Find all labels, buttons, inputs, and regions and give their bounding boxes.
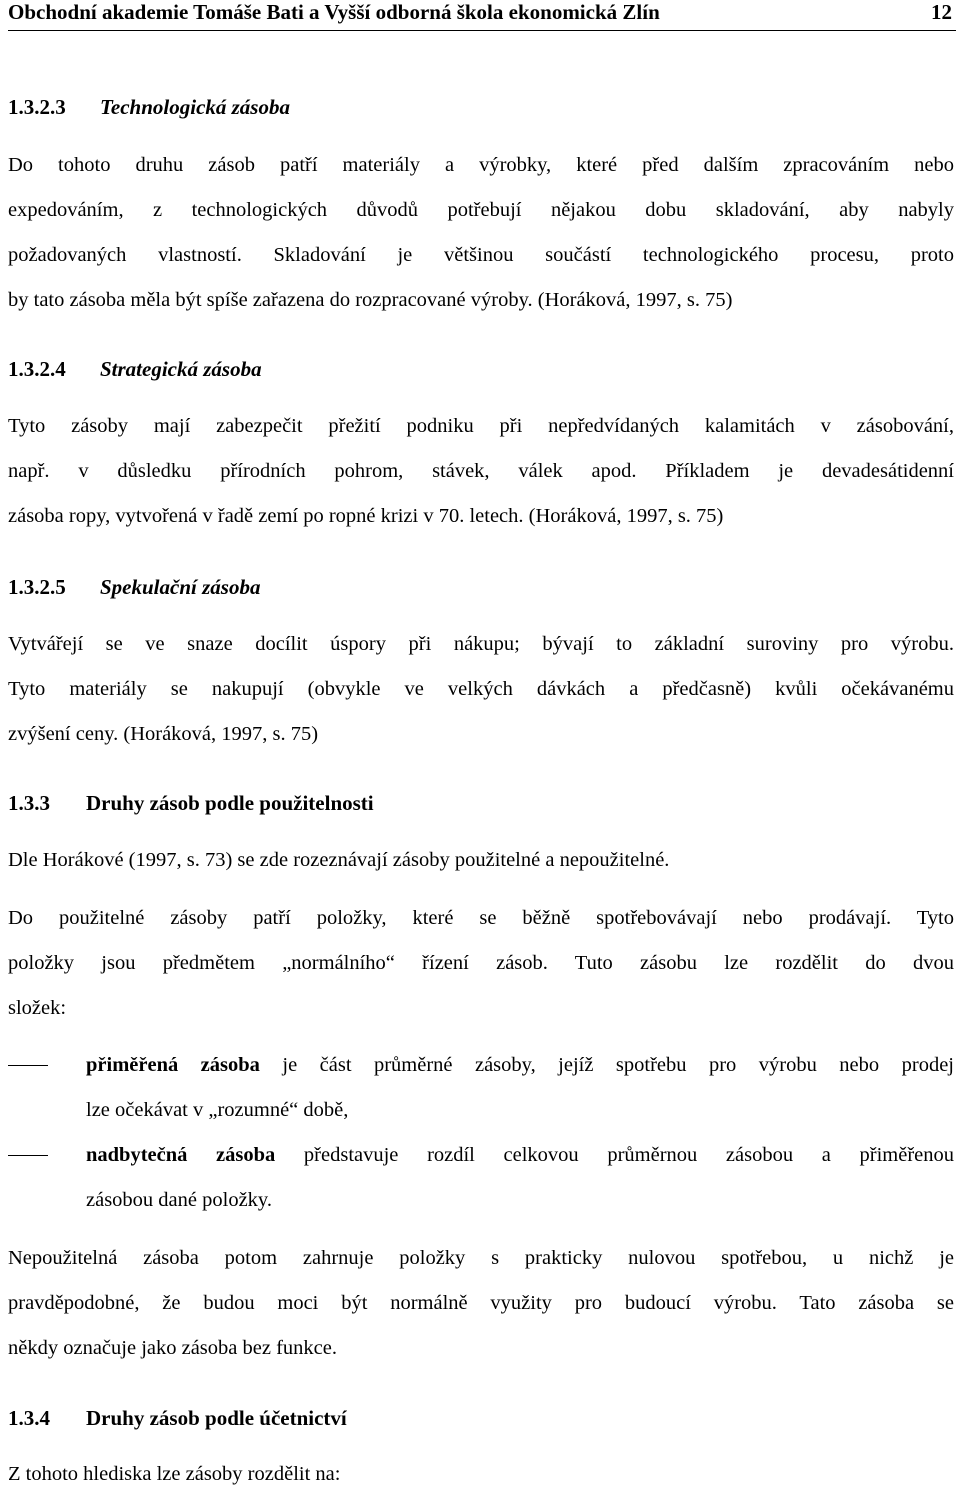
heading-number: 1.3.3	[8, 791, 50, 815]
paragraph-strategicka-zasoba	[8, 404, 954, 539]
text-line: zásobou dané položky.	[86, 1189, 272, 1211]
text-line: Dle Horákové (1997, s. 73) se zde rozeznávají zásoby použitelné a nepoužitelné.	[8, 849, 670, 871]
paragraph-z-tohoto-hlediska	[8, 1452, 954, 1497]
heading-number: 1.3.2.5	[8, 575, 66, 599]
list-term: přiměřená zásoba	[86, 1054, 260, 1076]
text-line: zvýšení ceny. (Horáková, 1997, s. 75)	[8, 723, 319, 745]
heading-title: Technologická zásoba	[100, 95, 290, 119]
text-line: položky jsou předmětem „normálního“ řízení zásob. Tuto zásobu lze rozdělit do dvou	[8, 952, 954, 974]
header-school-name: Obchodní akademie Tomáše Bati a Vyšší odborná škola ekonomická Zlín	[8, 0, 660, 24]
list-item	[8, 1043, 954, 1133]
heading-title: Druhy zásob podle použitelnosti	[86, 791, 374, 815]
paragraph-technologicka-zasoba	[8, 143, 954, 323]
paragraph-nepouzitelna-zasoba	[8, 1236, 954, 1371]
list-item	[8, 1133, 954, 1223]
text-line: Tyto zásoby mají zabezpečit přežití podniku při nepředvídaných kalamitách v zásobování,	[8, 415, 954, 437]
text-line: lze očekávat v „rozumné“ době,	[86, 1099, 349, 1121]
page-number: 12	[931, 0, 952, 24]
text-line: např. v důsledku přírodních pohrom, stávek, válek apod. Příkladem je devadesátidenní	[8, 460, 954, 482]
text-line: Do použitelné zásoby patří položky, které se běžně spotřebovávají nebo prodávají. Tyto	[8, 907, 954, 929]
text-line: Do tohoto druhu zásob patří materiály a výrobky, které před dalším zpracováním nebo	[8, 154, 954, 176]
text-line: Vytvářejí se ve snaze docílit úspory při nákupu; bývají to základní suroviny pro výrobu.	[8, 633, 954, 655]
dash-bullet	[8, 1155, 48, 1156]
heading-spekulacni-zasoba	[8, 574, 260, 600]
heading-number: 1.3.4	[8, 1406, 50, 1430]
heading-title: Strategická zásoba	[100, 357, 262, 381]
bullet-list	[8, 1043, 954, 1223]
paragraph-pouzitelne-zasoby	[8, 896, 954, 1031]
text-line: zásoba ropy, vytvořená v řadě zemí po ropné krizi v 70. letech. (Horáková, 1997, s. 75)	[8, 505, 724, 527]
heading-druhy-zasob-pouzitelnost	[8, 790, 374, 816]
text-line: Z tohoto hlediska lze zásoby rozdělit na:	[8, 1463, 341, 1485]
text-line	[86, 1133, 954, 1178]
text-line	[86, 1043, 954, 1088]
text-line: požadovaných vlastností. Skladování je většinou součástí technologického procesu, proto	[8, 244, 954, 266]
dash-bullet	[8, 1065, 48, 1066]
page-header	[8, 0, 956, 31]
text-line: expedováním, z technologických důvodů potřebují nějakou dobu skladování, aby nabyly	[8, 199, 954, 221]
heading-strategicka-zasoba	[8, 356, 262, 382]
list-term: nadbytečná zásoba	[86, 1144, 276, 1166]
heading-title: Druhy zásob podle účetnictví	[86, 1406, 347, 1430]
text-line: Tyto materiály se nakupují (obvykle ve velkých dávkách a předčasně) kvůli očekávanému	[8, 678, 954, 700]
text-line: Nepoužitelná zásoba potom zahrnuje položky s prakticky nulovou spotřebou, u nichž je	[8, 1247, 954, 1269]
heading-title: Spekulační zásoba	[100, 575, 261, 599]
text-line: někdy označuje jako zásoba bez funkce.	[8, 1337, 337, 1359]
text-line: pravděpodobné, že budou moci být normálně využity pro budoucí výrobu. Tato zásoba se	[8, 1292, 954, 1314]
heading-druhy-zasob-ucetnictvi	[8, 1405, 347, 1431]
text-line: složek:	[8, 997, 67, 1019]
text-line: by tato zásoba měla být spíše zařazena do rozpracované výroby. (Horáková, 1997, s. 75)	[8, 289, 733, 311]
list-text: je část průměrné zásoby, jejíž spotřebu pro výrobu nebo prodej	[259, 1054, 954, 1076]
heading-number: 1.3.2.3	[8, 95, 66, 119]
paragraph-dle-horakove	[8, 838, 954, 883]
heading-number: 1.3.2.4	[8, 357, 66, 381]
paragraph-spekulacni-zasoba	[8, 622, 954, 757]
heading-technologicka-zasoba	[8, 94, 290, 120]
list-text: představuje rozdíl celkovou průměrnou zásobou a přiměřenou	[275, 1144, 954, 1166]
